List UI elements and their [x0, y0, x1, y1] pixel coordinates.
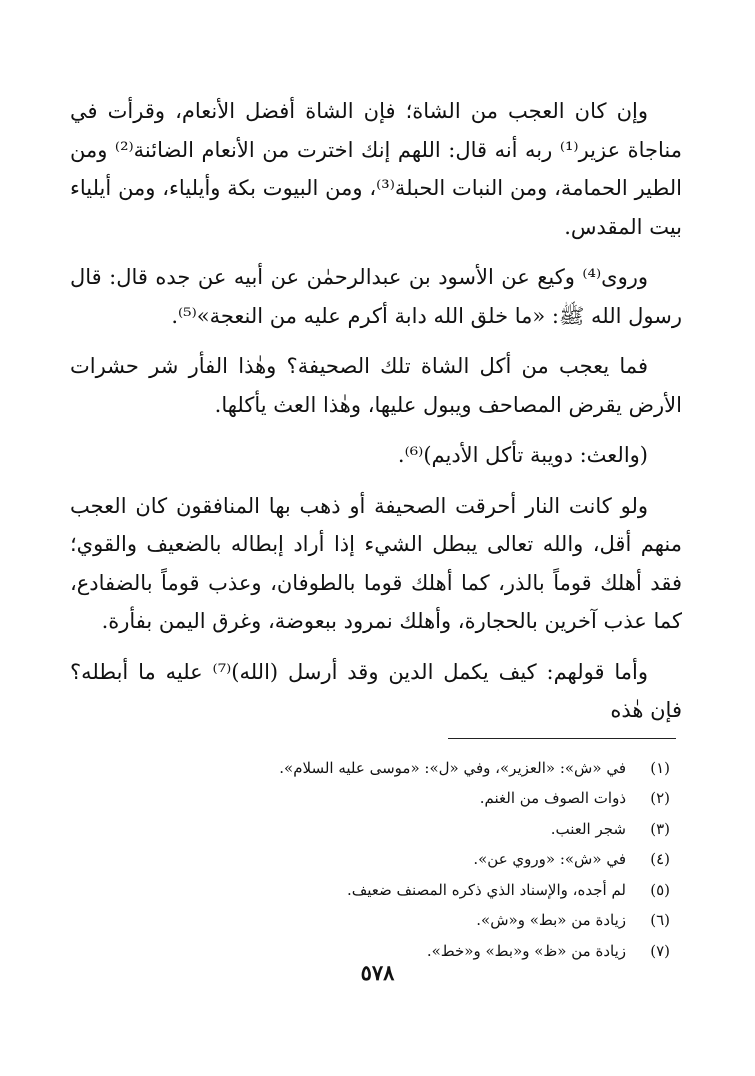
paragraph-1: وإن كان العجب من الشاة؛ فإن الشاة أفضل الأنعام، وقرأت في مناجاة عزير⁽¹⁾ ربه أنه قال: اللهم إنك اخترت من الأنعام الضائنة⁽²⁾ ومن الطير الحمامة، ومن النبات الحبلة⁽³⁾، ومن البيوت بكة وأيلياء، ومن أيلياء بيت المقدس.: [70, 99, 683, 239]
footnote-5: [70, 875, 670, 906]
footnote-text: زيادة من «بط» و«ش».: [476, 911, 626, 929]
footnote-text: زيادة من «ظ» و«بط» و«خط».: [426, 941, 626, 960]
footnote-6: [70, 905, 670, 936]
paragraph-4: (والعث: دويبة تأكل الأديم)⁽⁶⁾.: [397, 443, 648, 467]
paragraph-5: ولو كانت النار أحرقت الصحيفة أو ذهب بها المنافقون كان العجب منهم أقل، والله تعالى يبطل الشيء إذا أراد إبطاله بالضعيف والقوي؛ فقد أهلك قوماً بالذر، كما أهلك قوما بالطوفان، وعذب قوماً بالضفادع، كما عذب آخرين بالحجارة، وأهلك نمرود ببعوضة، وغرق اليمن بفأرة.: [70, 493, 682, 633]
footnotes-list: [70, 753, 682, 967]
footnote-4: [70, 844, 670, 875]
page-body: [70, 92, 682, 966]
footnote-divider-wrap: [70, 738, 682, 753]
footnote-number: (٢): [650, 789, 670, 807]
footnote-text: شجر العنب.: [550, 819, 626, 838]
footnote-number: (٣): [650, 819, 670, 838]
footnote-3: [70, 814, 670, 845]
paragraph-2: وروى⁽⁴⁾ وكيع عن الأسود بن عبدالرحمٰن عن أبيه عن جده قال: قال رسول الله ﷺ: «ما خلق الله دابة أكرم عليه من النعجة»⁽⁵⁾.: [70, 265, 682, 328]
footnote-2: [70, 783, 670, 814]
footnote-number: (٧): [650, 941, 670, 960]
page-number: ٥٧٨: [360, 960, 395, 985]
footnote-divider: [448, 738, 676, 739]
footnote-text: في «ش»: «العزير»، وفي «ل»: «موسى عليه السلام».: [279, 758, 626, 777]
footnote-1: [70, 753, 670, 784]
footnote-number: (٤): [650, 850, 670, 868]
paragraph-6: وأما قولهم: كيف يكمل الدين وقد أرسل (الله)⁽⁷⁾ عليه ما أبطله؟ فإن هٰذه: [70, 659, 682, 722]
footnote-text: ذوات الصوف من الغنم.: [479, 789, 626, 807]
footnote-text: لم أجده، والإسناد الذي ذكره المصنف ضعيف.: [346, 880, 626, 899]
footnote-text: في «ش»: «وروي عن».: [473, 850, 626, 868]
footnote-number: (٦): [650, 911, 670, 929]
footnote-number: (١): [650, 758, 670, 777]
paragraph-3: فما يعجب من أكل الشاة تلك الصحيفة؟ وهٰذا الفأر شر حشرات الأرض يقرض المصاحف ويبول عليها، وهٰذا العث يأكلها.: [70, 354, 682, 417]
footnote-number: (٥): [650, 880, 670, 899]
